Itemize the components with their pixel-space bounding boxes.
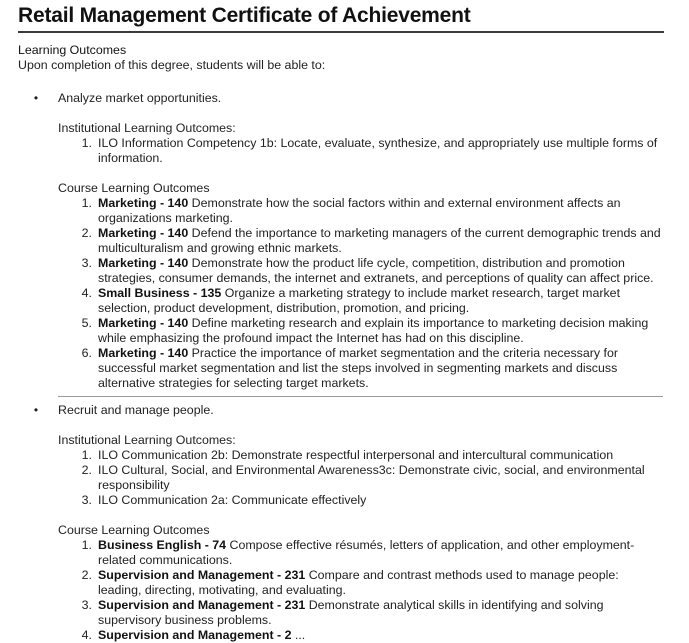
clo-number: 1. <box>81 196 92 210</box>
clo-heading: Course Learning Outcomes <box>58 181 210 195</box>
clo-item <box>58 568 664 598</box>
clo-text: Defend the importance to marketing managers of the current demographic trends and multiculturalism and growing ethnic markets. <box>98 226 661 255</box>
clo-item <box>58 628 664 643</box>
clo-item <box>58 196 664 226</box>
clo-list <box>58 196 664 391</box>
clo-course: Supervision and Management - 231 <box>98 568 306 582</box>
clo-number: 6. <box>81 346 92 360</box>
clo-number: 3. <box>81 256 92 270</box>
outcome-title: Analyze market opportunities. <box>58 91 222 105</box>
clo-item <box>58 286 664 316</box>
ilo-item <box>58 448 664 463</box>
page-title: Retail Management Certificate of Achievement <box>18 4 471 27</box>
ilo-number: 2. <box>81 463 92 477</box>
clo-course: Marketing - 140 <box>98 346 189 360</box>
outcomes-list <box>18 91 664 643</box>
clo-item <box>58 538 664 568</box>
clo-text: Compare and contrast methods used to manage people: leading, directing, motivating, and evaluating. <box>98 568 619 597</box>
ilo-list <box>58 448 664 508</box>
clo-course: Marketing - 140 <box>98 316 189 330</box>
clo-item <box>58 346 664 391</box>
outcome-item <box>18 403 664 643</box>
learning-outcomes-heading: Learning Outcomes <box>18 43 127 57</box>
clo-text: Demonstrate how the social factors within and external environment affects an organizations marketing. <box>98 196 621 225</box>
ilo-text: ILO Information Competency 1b: Locate, evaluate, synthesize, and appropriately use multiple forms of information. <box>98 136 658 165</box>
ilo-heading: Institutional Learning Outcomes: <box>58 433 236 447</box>
ilo-text: ILO Communication 2b: Demonstrate respectful interpersonal and intercultural communication <box>98 448 614 462</box>
clo-number: 2. <box>81 226 92 240</box>
outcome-divider <box>58 396 663 397</box>
clo-number: 3. <box>81 598 92 612</box>
learning-outcomes-intro: Upon completion of this degree, students will be able to: <box>18 58 326 72</box>
clo-number: 1. <box>81 538 92 552</box>
certificate-page <box>18 0 664 643</box>
ilo-heading: Institutional Learning Outcomes: <box>58 121 236 135</box>
clo-course: Business English - 74 <box>98 538 227 552</box>
ilo-item <box>58 463 664 493</box>
clo-item <box>58 256 664 286</box>
clo-number: 4. <box>81 286 92 300</box>
ilo-list <box>58 136 664 166</box>
clo-item <box>58 316 664 346</box>
bullet-icon: • <box>33 91 39 105</box>
clo-text: Practice the importance of market segmentation and the criteria necessary for successful market segmentation and list the steps involved in segmenting markets and discuss alternative strategies for selecting target markets. <box>98 346 618 390</box>
ilo-text: ILO Communication 2a: Communicate effectively <box>98 493 367 507</box>
ilo-number: 1. <box>81 136 92 150</box>
clo-text: Demonstrate analytical skills in identifying and solving supervisory business problems. <box>98 598 604 627</box>
clo-text: Organize a marketing strategy to include market research, target market selection, product development, distribution, promotion, and pricing. <box>98 286 621 315</box>
clo-text: Demonstrate how the product life cycle, competition, distribution and promotion strategies, consumer demands, the internet and extranets, and perceptions of quality can affect price. <box>98 256 654 285</box>
clo-text: ... <box>291 628 306 642</box>
clo-heading: Course Learning Outcomes <box>58 523 210 537</box>
ilo-item <box>58 493 664 508</box>
clo-course: Supervision and Management - 2 <box>98 628 292 642</box>
ilo-text: ILO Cultural, Social, and Environmental Awareness3c: Demonstrate civic, social, and environmental responsibility <box>98 463 645 492</box>
clo-number: 2. <box>81 568 92 582</box>
ilo-number: 1. <box>81 448 92 462</box>
clo-item <box>58 226 664 256</box>
clo-text: Compose effective résumés, letters of application, and other employment-related communications. <box>98 538 635 567</box>
clo-text: Define marketing research and explain its importance to marketing decision making while emphasizing the profound impact the Internet has had on this discipline. <box>98 316 649 345</box>
clo-course: Small Business - 135 <box>98 286 222 300</box>
clo-course: Marketing - 140 <box>98 196 189 210</box>
clo-course: Marketing - 140 <box>98 226 189 240</box>
outcome-title: Recruit and manage people. <box>58 403 214 417</box>
bullet-icon: • <box>33 403 39 417</box>
clo-list <box>58 538 664 643</box>
clo-number: 4. <box>81 628 92 642</box>
clo-course: Marketing - 140 <box>98 256 189 270</box>
outcome-item <box>18 91 664 397</box>
clo-course: Supervision and Management - 231 <box>98 598 306 612</box>
ilo-number: 3. <box>81 493 92 507</box>
title-divider <box>18 31 664 33</box>
ilo-item <box>58 136 664 166</box>
clo-number: 5. <box>81 316 92 330</box>
clo-item <box>58 598 664 628</box>
